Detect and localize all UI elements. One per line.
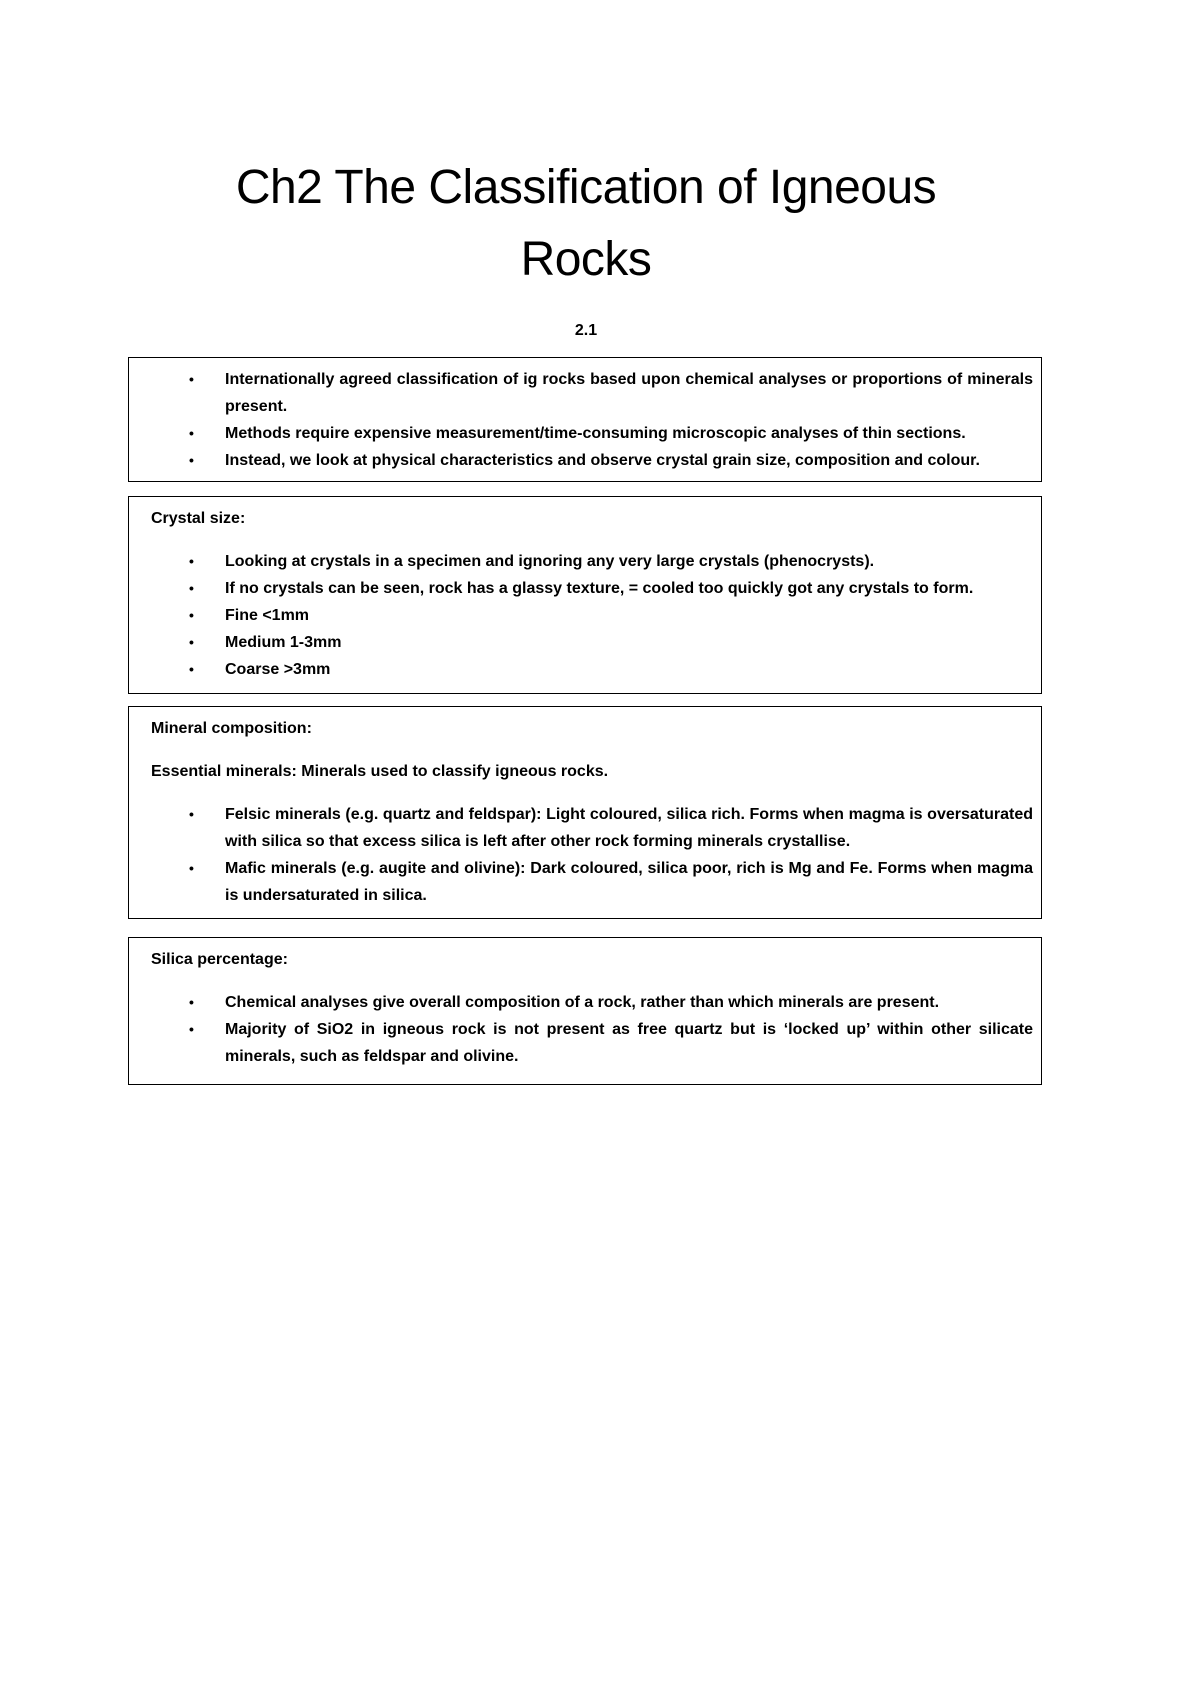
mineral-composition-box xyxy=(128,706,1042,919)
bullet-icon: • xyxy=(189,860,194,876)
crystal-size-bullet-list xyxy=(151,548,1033,683)
bullet-icon: • xyxy=(189,425,194,441)
bullet-icon: • xyxy=(189,580,194,596)
bullet-icon: • xyxy=(189,1021,194,1037)
list-item: • If no crystals can be seen, rock has a glassy texture, = cooled too quickly got any crystals to form. xyxy=(151,575,1033,602)
bullet-icon: • xyxy=(189,661,194,677)
mineral-composition-heading: Mineral composition: xyxy=(151,720,312,737)
crystal-size-box xyxy=(128,496,1042,694)
bullet-icon: • xyxy=(189,553,194,569)
page-title xyxy=(128,152,1044,296)
crystal-size-heading: Crystal size: xyxy=(151,510,246,527)
bullet-icon: • xyxy=(189,634,194,650)
bullet-icon: • xyxy=(189,994,194,1010)
essential-minerals-subheading: Essential minerals: Minerals used to classify igneous rocks. xyxy=(151,763,609,780)
mineral-composition-bullet-list xyxy=(151,801,1033,909)
list-item: • Chemical analyses give overall composition of a rock, rather than which minerals are present. xyxy=(151,989,1033,1016)
silica-percentage-box xyxy=(128,937,1042,1085)
bullet-icon: • xyxy=(189,806,194,822)
bullet-icon: • xyxy=(189,607,194,623)
list-item: • Internationally agreed classification of ig rocks based upon chemical analyses or proportions of minerals present. xyxy=(151,366,1033,420)
title-line-1: Ch2 The Classification of Igneous xyxy=(235,161,937,214)
silica-percentage-heading: Silica percentage: xyxy=(151,951,288,968)
list-item: • Felsic minerals (e.g. quartz and feldspar): Light coloured, silica rich. Forms when magma is oversaturated with silica so that excess silica is left after other rock forming minerals crystallise. xyxy=(151,801,1033,855)
list-item: • Mafic minerals (e.g. augite and olivine): Dark coloured, silica poor, rich is Mg and Fe. Forms when magma is undersaturated in silica. xyxy=(151,855,1033,909)
bullet-icon: • xyxy=(189,371,194,387)
list-item: • Medium 1-3mm xyxy=(151,629,1033,656)
intro-box xyxy=(128,357,1042,482)
bullet-icon: • xyxy=(189,452,194,468)
list-item: • Methods require expensive measurement/time-consuming microscopic analyses of thin sections. xyxy=(151,420,1033,447)
list-item: • Instead, we look at physical characteristics and observe crystal grain size, composition and colour. xyxy=(151,447,1033,474)
list-item: • Fine <1mm xyxy=(151,602,1033,629)
list-item: • Majority of SiO2 in igneous rock is not present as free quartz but is ‘locked up’ within other silicate minerals, such as feldspar and olivine. xyxy=(151,1016,1033,1070)
silica-percentage-bullet-list xyxy=(151,989,1033,1070)
section-number: 2.1 xyxy=(574,322,598,339)
list-item: • Looking at crystals in a specimen and ignoring any very large crystals (phenocrysts). xyxy=(151,548,1033,575)
title-line-2: Rocks xyxy=(520,233,652,286)
list-item: • Coarse >3mm xyxy=(151,656,1033,683)
intro-bullet-list xyxy=(151,366,1033,474)
